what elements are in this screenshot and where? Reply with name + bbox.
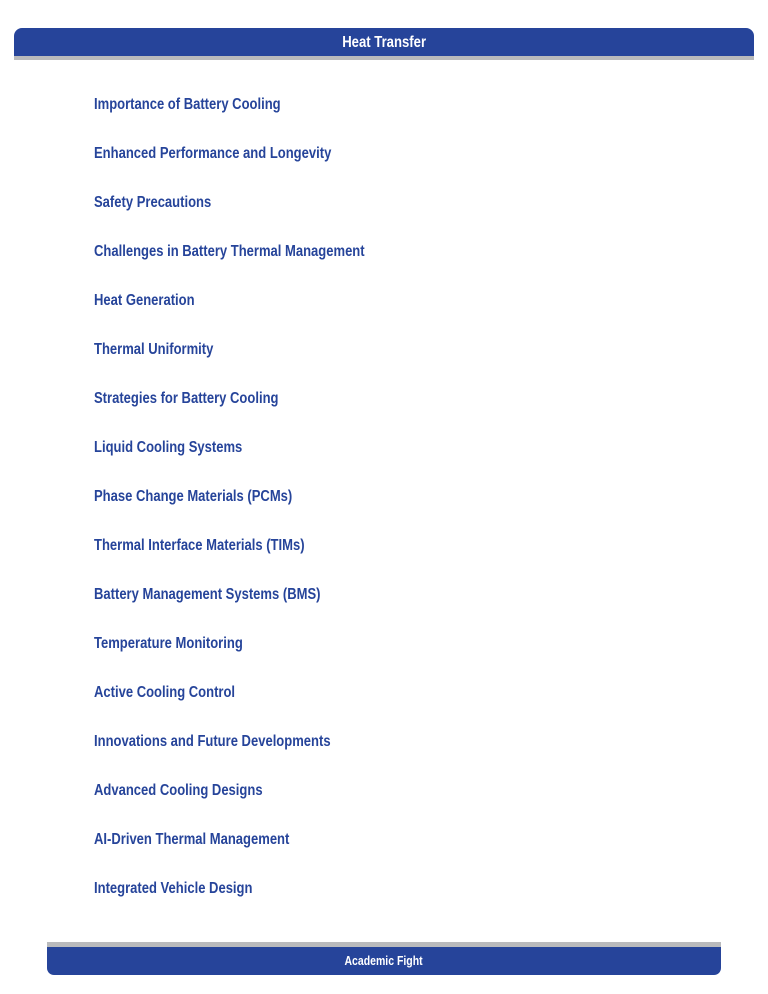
toc-item-label: AI-Driven Thermal Management	[94, 831, 290, 848]
page-footer	[47, 947, 721, 975]
toc-item[interactable]	[94, 629, 416, 678]
toc-item-label: Phase Change Materials (PCMs)	[94, 488, 293, 505]
header-divider	[14, 56, 754, 60]
toc-item[interactable]	[94, 580, 416, 629]
toc-item[interactable]	[94, 433, 416, 482]
toc-item[interactable]	[94, 188, 416, 237]
toc-item-label: Thermal Interface Materials (TIMs)	[94, 537, 305, 554]
toc-item[interactable]	[94, 335, 416, 384]
toc-item[interactable]	[94, 237, 416, 286]
toc-item-label: Safety Precautions	[94, 194, 212, 211]
footer-label: Academic Fight	[344, 954, 424, 968]
page-title: Heat Transfer	[342, 34, 426, 51]
toc-item-label: Enhanced Performance and Longevity	[94, 145, 332, 162]
toc-item-label: Advanced Cooling Designs	[94, 782, 263, 799]
toc-item-label: Thermal Uniformity	[94, 341, 214, 358]
toc-item[interactable]	[94, 482, 416, 531]
toc-item[interactable]	[94, 139, 416, 188]
toc-item-label: Innovations and Future Developments	[94, 733, 331, 750]
toc-item-label: Importance of Battery Cooling	[94, 96, 281, 113]
page-header	[14, 28, 754, 56]
toc-item-label: Challenges in Battery Thermal Management	[94, 243, 365, 260]
toc-item[interactable]	[94, 874, 416, 923]
toc-item[interactable]	[94, 825, 416, 874]
toc-item-label: Battery Management Systems (BMS)	[94, 586, 321, 603]
toc-item-label: Liquid Cooling Systems	[94, 439, 243, 456]
toc-item[interactable]	[94, 776, 416, 825]
toc-item-label: Temperature Monitoring	[94, 635, 243, 652]
toc-item-label: Active Cooling Control	[94, 684, 236, 701]
toc-item[interactable]	[94, 286, 416, 335]
toc-item-label: Strategies for Battery Cooling	[94, 390, 279, 407]
toc-item[interactable]	[94, 727, 416, 776]
table-of-contents	[94, 90, 416, 923]
toc-item-label: Integrated Vehicle Design	[94, 880, 253, 897]
toc-item[interactable]	[94, 384, 416, 433]
toc-item[interactable]	[94, 90, 416, 139]
toc-item[interactable]	[94, 678, 416, 727]
toc-item-label: Heat Generation	[94, 292, 195, 309]
toc-item[interactable]	[94, 531, 416, 580]
